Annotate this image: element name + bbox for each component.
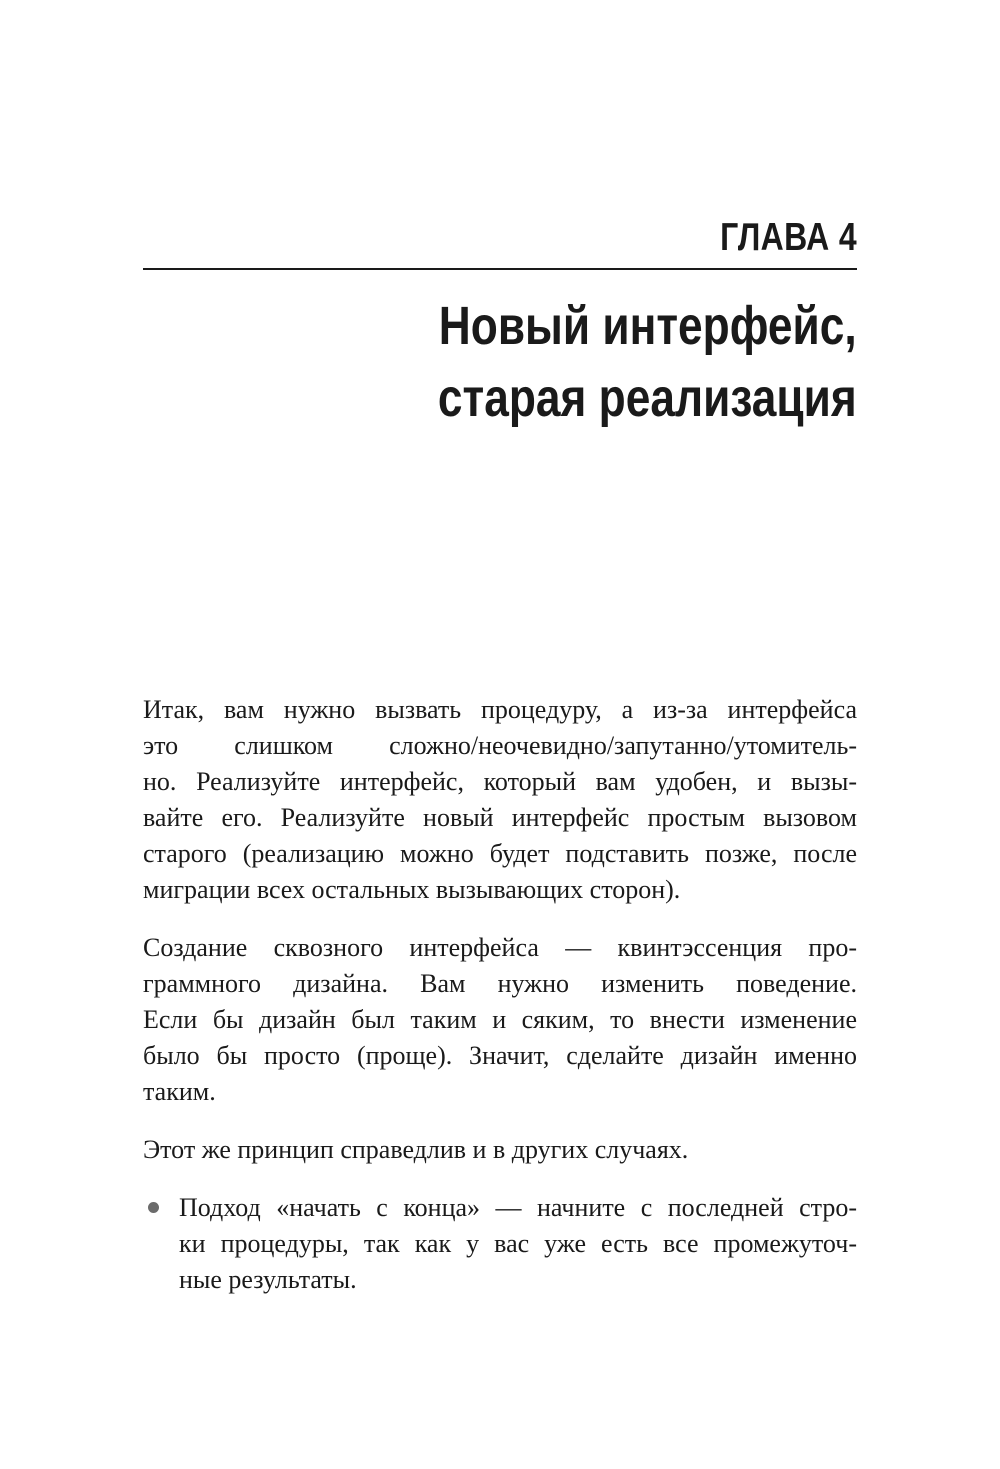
bullet-text	[179, 1190, 857, 1298]
paragraph	[143, 692, 857, 908]
text-line: Этот же принцип справедлив и в других случаях.	[143, 1135, 689, 1164]
text-line: вайте его. Реализуйте новый интерфейс простым вызовом	[143, 803, 857, 832]
text-line: старого (реализацию можно будет подставить позже, после	[143, 839, 857, 868]
text-line: миграции всех остальных вызывающих сторон).	[143, 875, 681, 904]
text-line: но. Реализуйте интерфейс, который вам удобен, и вызы-	[143, 767, 857, 796]
text-line: Если бы дизайн был таким и сяким, то внести изменение	[143, 1005, 857, 1034]
bullet-list	[143, 1190, 857, 1298]
chapter-title-line: Новый интерфейс,	[439, 296, 857, 356]
text-line: таким.	[143, 1077, 216, 1106]
text-line: ки процедуры, так как у вас уже есть все промежуточ-	[179, 1229, 857, 1258]
body-text	[143, 692, 857, 1298]
paragraph	[143, 930, 857, 1110]
bullet-dot-icon	[148, 1202, 159, 1213]
bullet-item	[143, 1190, 857, 1298]
text-line: это слишком сложно/неочевидно/запутанно/утомитель-	[143, 731, 857, 760]
chapter-title-line: старая реализация	[438, 368, 857, 428]
text-line: Итак, вам нужно вызвать процедуру, а из-за интерфейса	[143, 695, 857, 724]
text-line: Подход «начать с конца» — начните с последней стро-	[179, 1193, 857, 1222]
text-line: граммного дизайна. Вам нужно изменить поведение.	[143, 969, 857, 998]
text-line: ные результаты.	[179, 1265, 357, 1294]
text-line: Создание сквозного интерфейса — квинтэссенция про-	[143, 933, 857, 962]
text-line: было бы просто (проще). Значит, сделайте дизайн именно	[143, 1041, 857, 1070]
chapter-label: ГЛАВА 4	[719, 216, 857, 259]
chapter-divider	[143, 268, 857, 270]
chapter-title	[438, 290, 857, 434]
paragraph	[143, 1132, 857, 1168]
